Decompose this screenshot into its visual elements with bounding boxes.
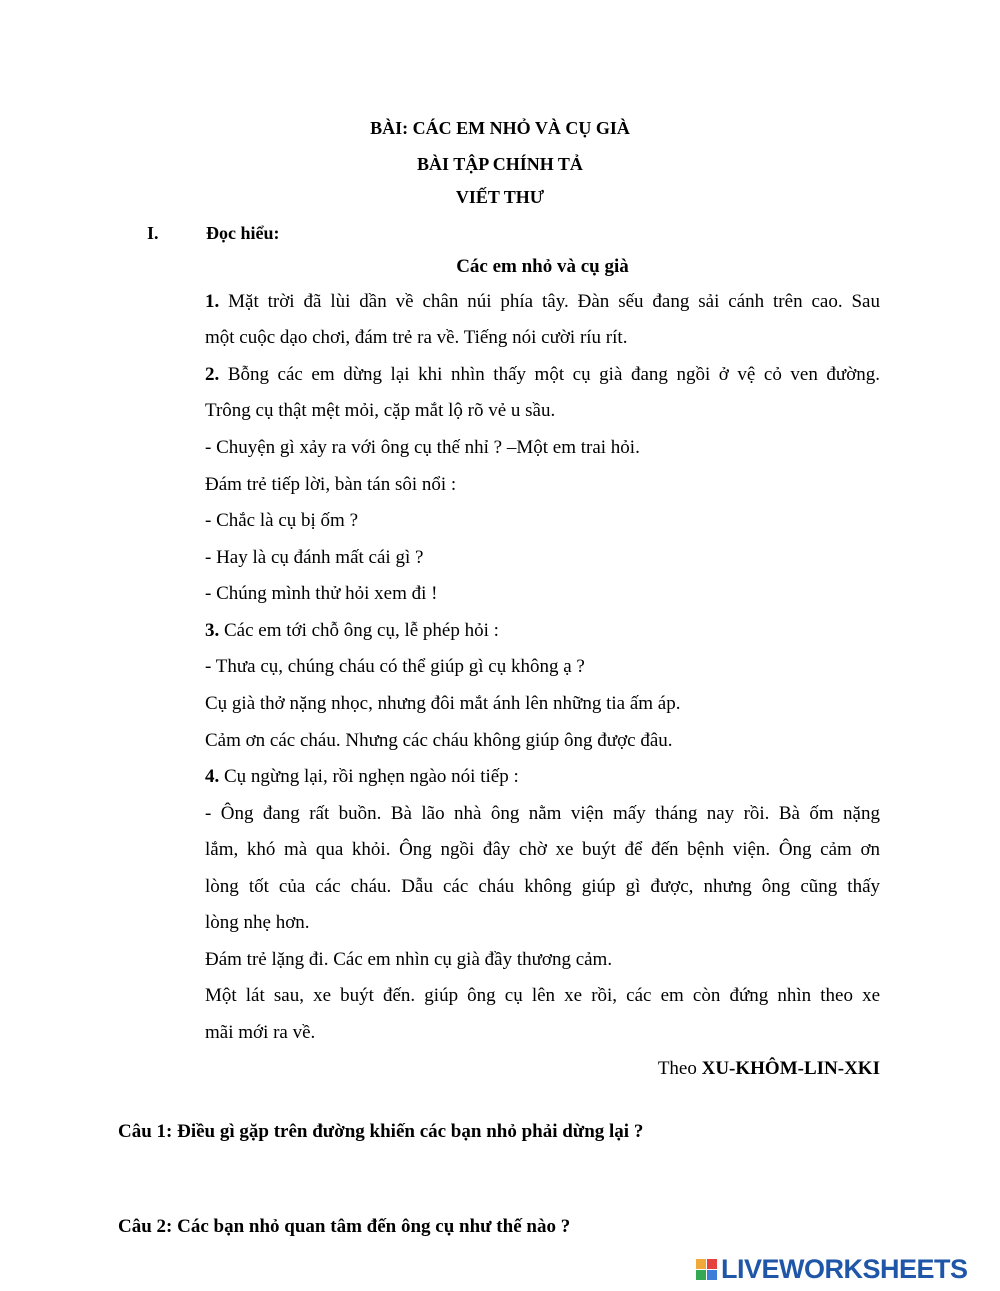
story-line: Một lát sau, xe buýt đến. giúp ông cụ lên xe rồi, các em còn đứng nhìn theo xe: [205, 985, 880, 1006]
story-line-text: Cụ ngừng lại, rồi nghẹn ngào nói tiếp :: [219, 766, 519, 787]
exercise-title: BÀI TẬP CHÍNH TẢ: [417, 154, 583, 174]
lesson-title: BÀI: CÁC EM NHỎ VÀ CỤ GIÀ: [370, 118, 630, 138]
logo-blocks-icon: [696, 1259, 717, 1280]
story-line: [205, 620, 499, 642]
logo-block: [707, 1259, 717, 1269]
story-line: một cuộc dạo chơi, đám trẻ ra về. Tiếng nói cười ríu rít.: [205, 327, 628, 348]
story-line: mãi mới ra về.: [205, 1022, 316, 1043]
story-line: - Chắc là cụ bị ốm ?: [205, 510, 359, 531]
story-line: lòng nhẹ hơn.: [205, 912, 310, 933]
story-line: - Hay là cụ đánh mất cái gì ?: [205, 547, 424, 568]
story-line: - Chuyện gì xảy ra với ông cụ thế nhỉ ? –Một em trai hỏi.: [205, 437, 640, 458]
story-line: [205, 291, 880, 313]
logo-block: [696, 1270, 706, 1280]
paragraph-number: 4.: [205, 766, 220, 787]
story-line: - Thưa cụ, chúng cháu có thể giúp gì cụ không ạ ?: [205, 656, 585, 677]
section-number: I.: [147, 223, 159, 243]
letter-title: VIẾT THƯ: [455, 187, 545, 207]
section-label: Đọc hiểu:: [206, 223, 280, 243]
author-prefix: Theo: [657, 1058, 702, 1079]
story-line: Cảm ơn các cháu. Nhưng các cháu không giúp ông được đâu.: [205, 730, 673, 751]
story-line: lắm, khó mà qua khỏi. Ông ngồi đây chờ xe buýt để đến bệnh viện. Ông cảm ơn: [205, 839, 880, 860]
paragraph-number: 1.: [205, 291, 220, 312]
paragraph-number: 3.: [205, 620, 220, 641]
question-1: Câu 1: Điều gì gặp trên đường khiến các bạn nhỏ phải dừng lại ?: [118, 1121, 644, 1142]
story-line: [205, 766, 519, 788]
story-line: Đám trẻ tiếp lời, bàn tán sôi nổi :: [205, 474, 457, 495]
story-line: lòng tốt của các cháu. Dẫu các cháu không giúp gì được, nhưng ông cũng thấy: [205, 876, 880, 897]
logo-block: [707, 1270, 717, 1280]
question-2: Câu 2: Các bạn nhỏ quan tâm đến ông cụ như thế nào ?: [118, 1216, 571, 1237]
story-line-text: Mặt trời đã lùi dần về chân núi phía tây. Đàn sếu đang sải cánh trên cao. Sau: [219, 291, 880, 312]
story-title: Các em nhỏ và cụ già: [456, 256, 629, 277]
paragraph-number: 2.: [205, 364, 220, 385]
logo-block: [696, 1259, 706, 1269]
story-line: Cụ già thở nặng nhọc, nhưng đôi mắt ánh lên những tia ấm áp.: [205, 693, 681, 714]
author-name: XU-KHÔM-LIN-XKI: [701, 1058, 880, 1079]
story-line: - Chúng mình thử hỏi xem đi !: [205, 583, 438, 604]
story-line: Đám trẻ lặng đi. Các em nhìn cụ già đầy thương cảm.: [205, 949, 613, 970]
liveworksheets-logo: [696, 1254, 968, 1285]
story-line: [205, 364, 880, 386]
story-line-text: Bỗng các em dừng lại khi nhìn thấy một cụ già đang ngồi ở vệ cỏ ven đường.: [219, 364, 880, 385]
story-line: - Ông đang rất buồn. Bà lão nhà ông nằm viện mấy tháng nay rồi. Bà ốm nặng: [205, 803, 880, 824]
story-author: [658, 1058, 880, 1080]
logo-text: LIVEWORKSHEETS: [721, 1254, 968, 1284]
story-line-text: Các em tới chỗ ông cụ, lễ phép hỏi :: [219, 620, 499, 641]
story-line: Trông cụ thật mệt mỏi, cặp mắt lộ rõ vẻ u sầu.: [205, 400, 556, 421]
